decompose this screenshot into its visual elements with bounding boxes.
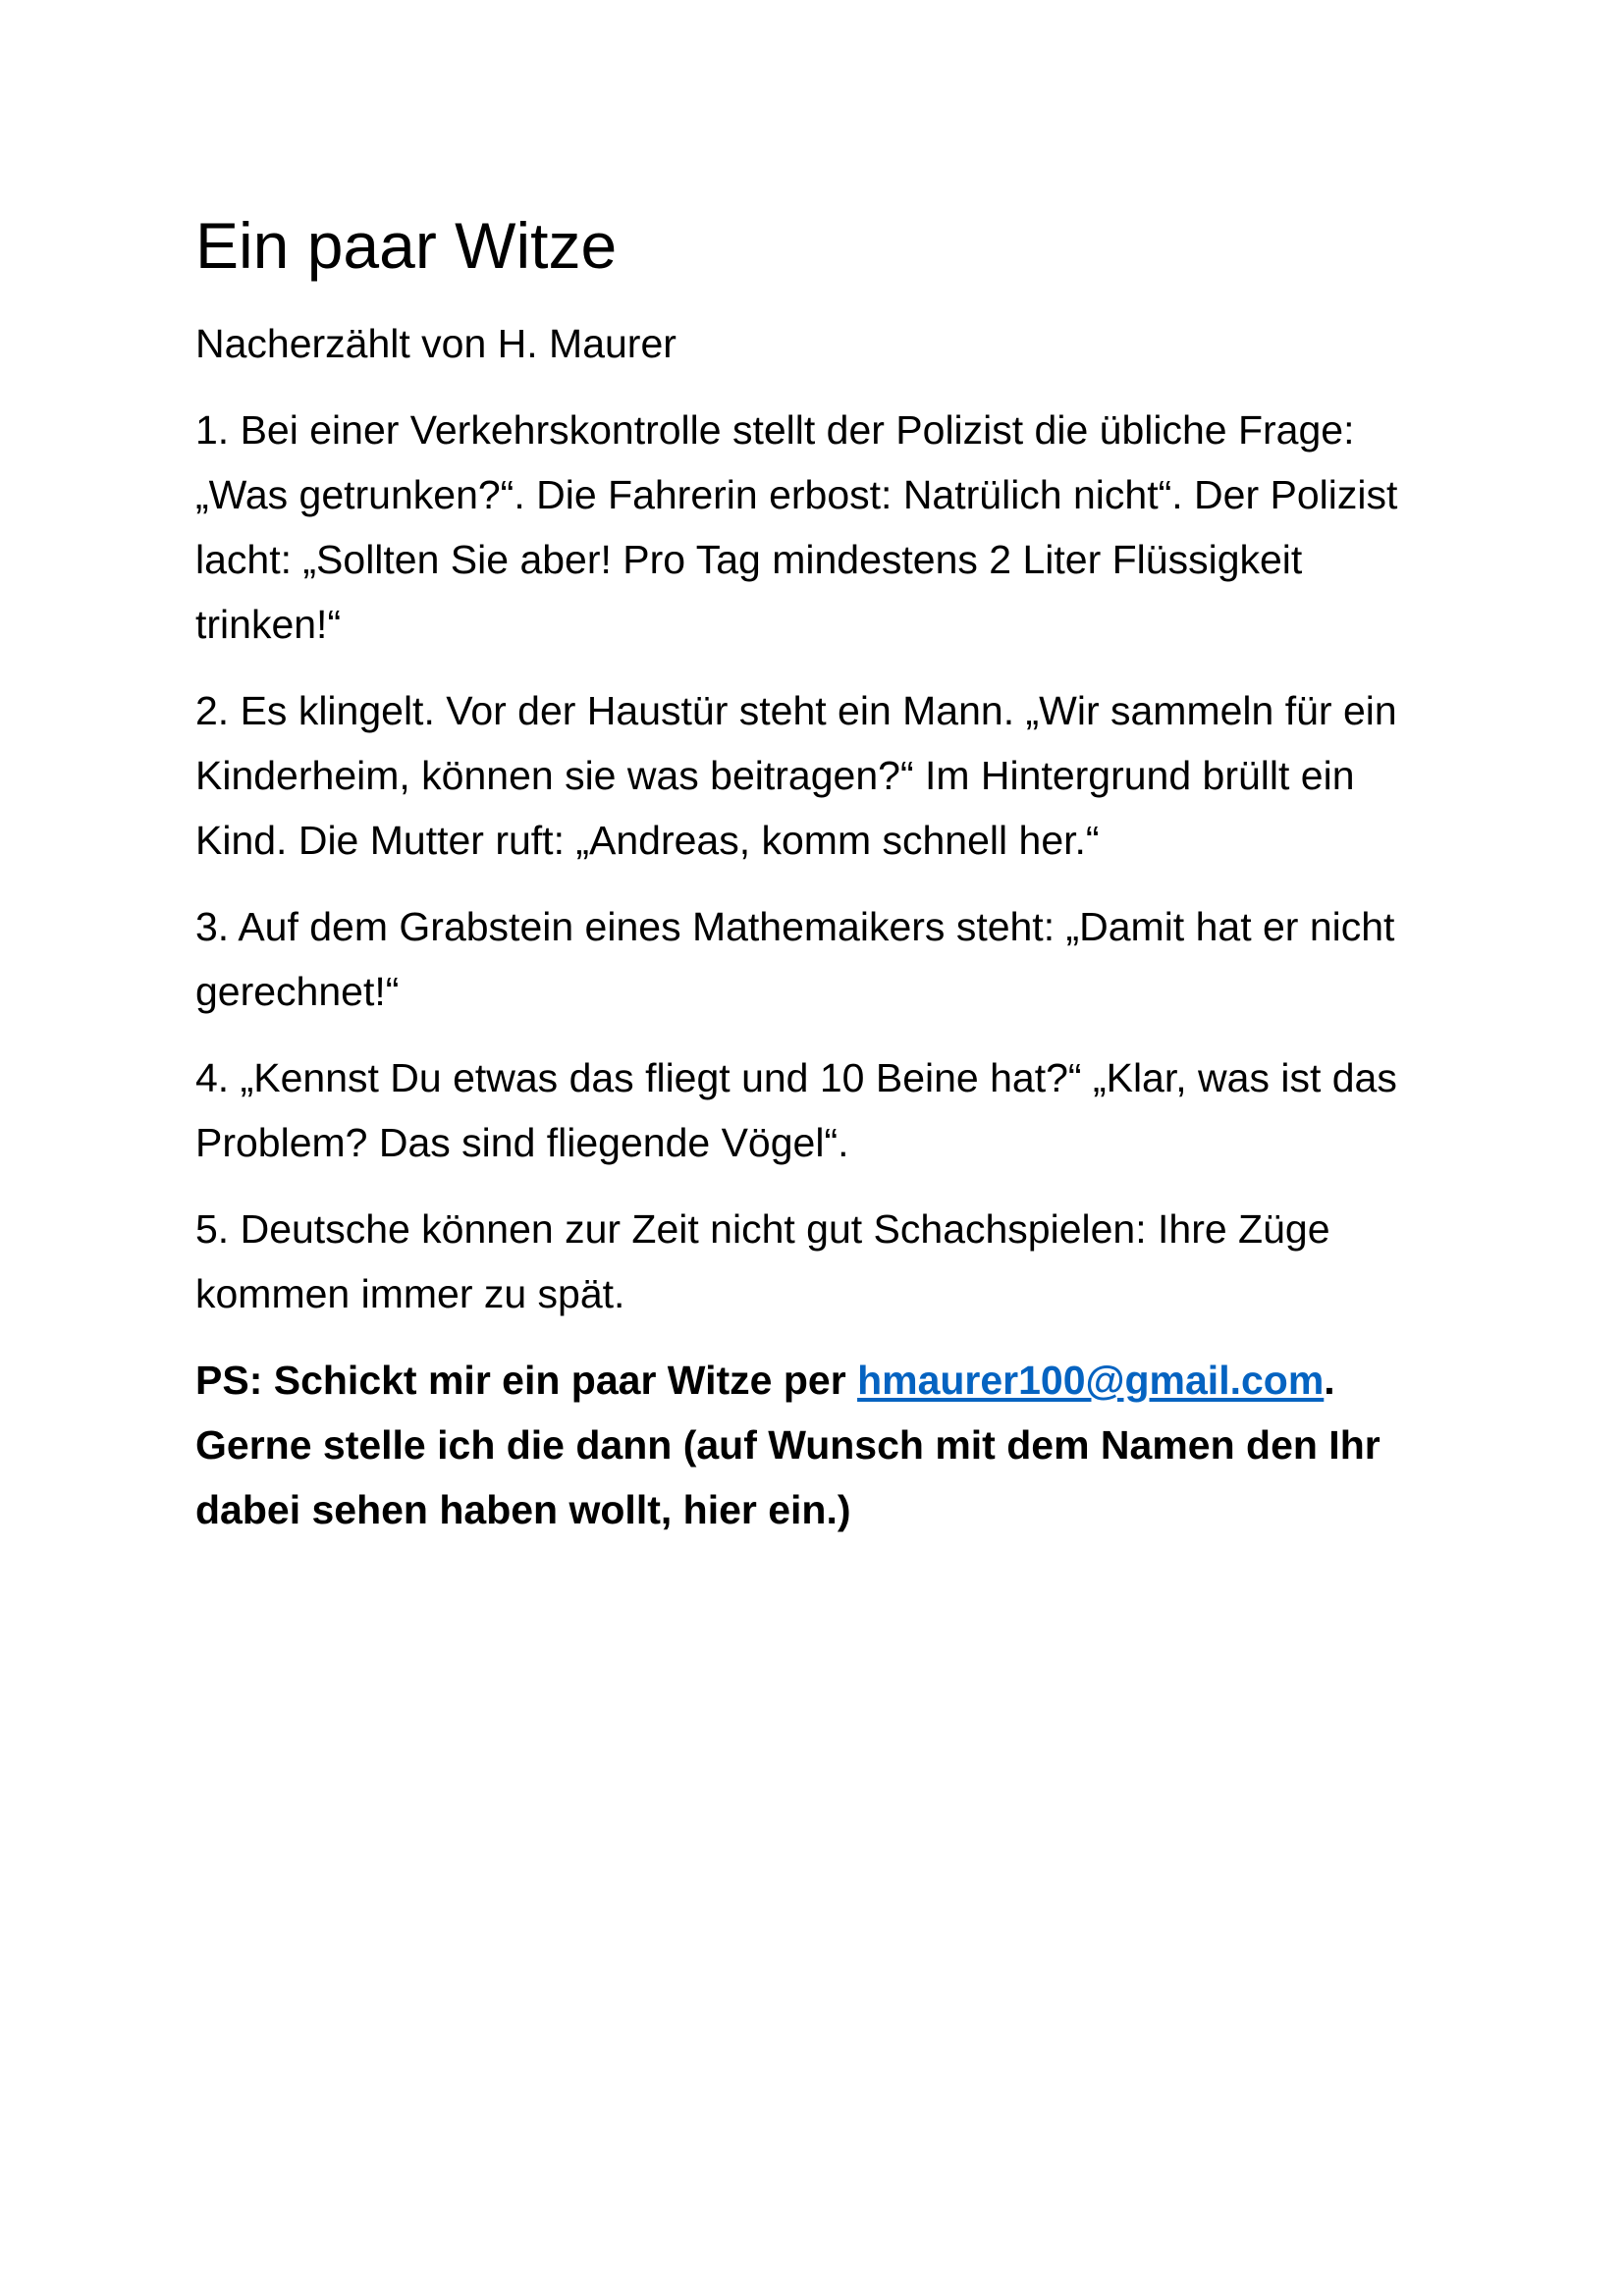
- document-content: [195, 201, 1433, 1542]
- joke-paragraph-4: 4. „Kennst Du etwas das fliegt und 10 Beine hat?“ „Klar, was ist das Problem? Das sind fliegende Vögel“.: [195, 1055, 1397, 1165]
- document-subtitle: Nacherzählt von H. Maurer: [195, 321, 677, 366]
- joke-paragraph-2: 2. Es klingelt. Vor der Haustür steht ein Mann. „Wir sammeln für ein Kinderheim, können sie was beitragen?“ Im Hintergrund brüllt ein Kind. Die Mutter ruft: „Andreas, komm schnell her.“: [195, 688, 1397, 863]
- email-link[interactable]: hmaurer100@gmail.com: [857, 1358, 1325, 1403]
- ps-note: [195, 1348, 1433, 1542]
- ps-prefix: PS: Schickt mir ein paar Witze per: [195, 1358, 858, 1403]
- document-title: Ein paar Witze: [195, 209, 618, 282]
- ps-suffix: . Gerne stelle ich die dann (auf Wunsch mit dem Namen den Ihr dabei sehen haben wollt, hier ein.): [195, 1358, 1380, 1532]
- joke-paragraph-1: 1. Bei einer Verkehrskontrolle stellt der Polizist die übliche Frage: „Was getrunken?“. Die Fahrerin erbost: Natrülich nicht“. Der Polizist lacht: „Sollten Sie aber! Pro Tag mindestens 2 Liter Flüssigkeit trinken!“: [195, 407, 1398, 647]
- joke-paragraph-3: 3. Auf dem Grabstein eines Mathemaikers steht: „Damit hat er nicht gerechnet!“: [195, 904, 1395, 1014]
- joke-paragraph-5: 5. Deutsche können zur Zeit nicht gut Schachspielen: Ihre Züge kommen immer zu spät.: [195, 1206, 1330, 1316]
